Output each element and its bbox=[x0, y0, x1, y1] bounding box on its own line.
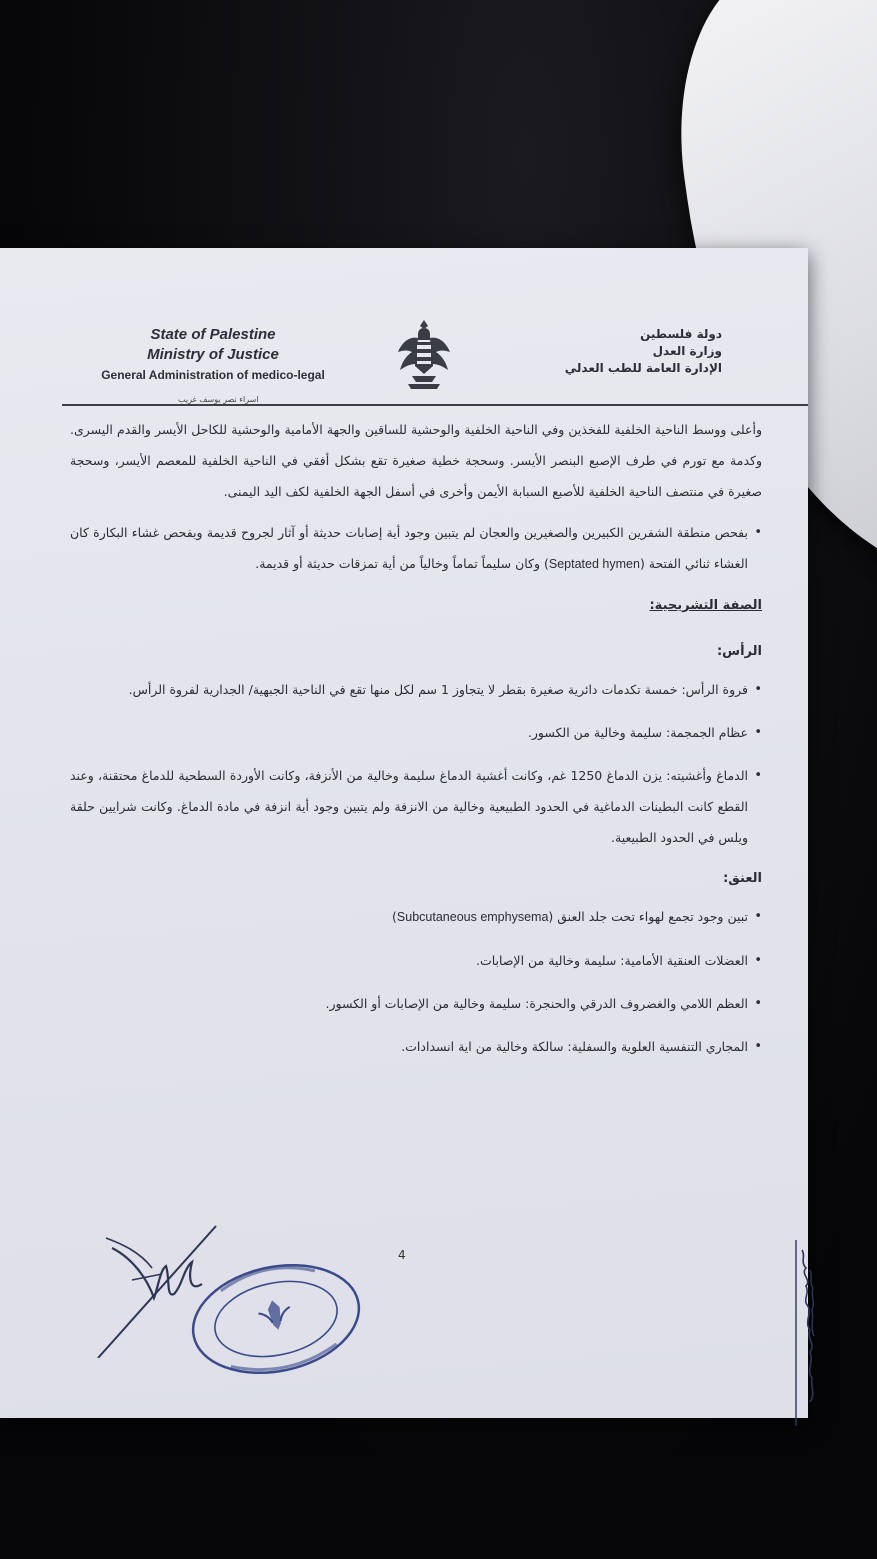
eagle-emblem-icon bbox=[394, 316, 454, 398]
paragraph-injuries: وأعلى ووسط الناحية الخلفية للفخذين وفي الناحية الخلفية والوحشية للساقين والجهة الأمامية والوحشية للكاحل الأيسر والقدم اليسرى. وكدمة مع تورم في طرف الإصبع البنصر الأيسر. وسحجة خطية صغيرة تقع بشكل أفقي في الناحية الخلفية للمعصم الأيسر، وسحجة صغيرة في منتصف الناحية الخلفية للأصبع السبابة الأيمن وأخرى في أسفل الجهة الخلفية لكف اليد اليمنى. bbox=[70, 422, 762, 499]
section-title-autopsy: الصفة التشريحية: bbox=[649, 598, 762, 613]
bullet-genital-term: Septated hymen bbox=[548, 557, 640, 571]
bullet-scalp: • فروة الرأس: خمسة تكدمات دائرية صغيرة بقطر لا يتجاوز 1 سم لكل منها تقع في الناحية الجبهية/ الجدارية لفروة الرأس. bbox=[70, 674, 762, 705]
header-arabic bbox=[482, 326, 722, 377]
header-en-line1: State of Palestine bbox=[150, 326, 276, 343]
header-ar-line2: وزارة العدل bbox=[652, 344, 722, 358]
bullet-emphysema-term: Subcutaneous emphysema bbox=[396, 910, 549, 924]
bullet-genital-exam bbox=[70, 517, 762, 580]
bullet-emphysema-text-a: تبين وجود تجمع لهواء تحت جلد العنق ( bbox=[548, 909, 748, 924]
handwritten-name-note: اسراء نصر يوسف غريب bbox=[178, 395, 259, 404]
header-divider bbox=[62, 404, 808, 406]
header-en-line3: General Administration of medico-legal bbox=[101, 368, 325, 382]
bullet-genital-text-b: ) وكان سليماً تماماً وخالياً من أية تمزقات حديثة أو قديمة. bbox=[255, 556, 549, 571]
margin-handwriting-icon bbox=[790, 1240, 818, 1430]
bullet-genital-text-a: بفحص منطقة الشفرين الكبيرين والصغيرين والعجان لم يتبين وجود أية إصابات حديثة أو آثار لجروح قديمة وبفحص غشاء البكارة كان الغشاء ثنائي الفتحة ( bbox=[70, 525, 748, 571]
page-number: 4 bbox=[398, 1248, 406, 1262]
subheading-head: الرأس: bbox=[716, 644, 762, 659]
bullet-emphysema-text-b: ) bbox=[392, 909, 397, 924]
header-ar-line3: الإدارة العامة للطب العدلي bbox=[564, 361, 722, 375]
header-english bbox=[68, 325, 358, 385]
bullet-neck-muscles: • العضلات العنقية الأمامية: سليمة وخالية من الإصابات. bbox=[70, 945, 762, 976]
bullet-hyoid: • العظم اللامي والغضروف الدرقي والحنجرة: سليمة وخالية من الإصابات أو الكسور. bbox=[70, 988, 762, 1019]
bullet-emphysema bbox=[70, 901, 762, 933]
bullet-airways: • المجاري التنفسية العلوية والسفلية: سالكة وخالية من اية انسدادات. bbox=[70, 1031, 762, 1062]
bullet-skull: • عظام الجمجمة: سليمة وخالية من الكسور. bbox=[70, 717, 762, 748]
subheading-neck: العنق: bbox=[723, 871, 762, 886]
bullet-brain: • الدماغ وأغشيته: يزن الدماغ 1250 غم، وكانت أغشية الدماغ سليمة وخالية من الأنزفة، وكانت الأوردة السطحية للدماغ محتقنة، وعند القطع كانت البطينات الدماغية في الحدود الطبيعية وخالية من الانزفة ولم يتبين وجود أية انزفة في مادة الدماغ. وكانت شرايين حلقة ويلس في الحدود الطبيعية. bbox=[70, 760, 762, 853]
header-en-line2: Ministry of Justice bbox=[147, 346, 279, 363]
official-stamp-icon bbox=[188, 1260, 364, 1378]
header-ar-line1: دولة فلسطين bbox=[640, 327, 722, 341]
document-page bbox=[0, 248, 808, 1418]
report-body bbox=[70, 414, 762, 1074]
